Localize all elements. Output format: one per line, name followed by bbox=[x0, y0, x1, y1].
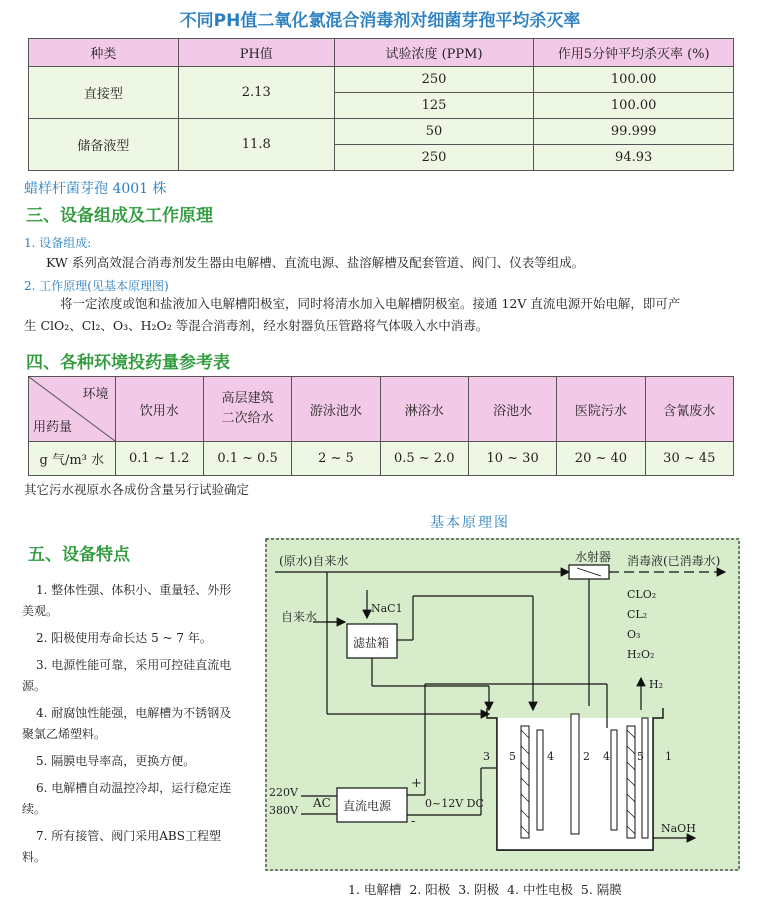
feature-item: 5. 隔膜电导率高，更换方便。 bbox=[36, 754, 196, 768]
conc-cell: 250 bbox=[334, 67, 534, 93]
table1-title: 不同PH值二氧化氯混合消毒剂对细菌芽孢平均杀灭率 bbox=[179, 11, 581, 31]
feature-item: 3. 电源性能可靠，采用可控硅直流电源。 bbox=[22, 658, 232, 693]
feature-item: 4. 耐腐蚀性能强，电解槽为不锈钢及聚氯乙烯塑料。 bbox=[22, 706, 232, 741]
diagram-title: 基本原理图 bbox=[430, 515, 510, 531]
section3-title: 三、设备组成及工作原理 bbox=[26, 206, 213, 226]
tap-water-label: 自来水 bbox=[281, 610, 318, 624]
part-number-label: 3 bbox=[483, 750, 490, 763]
conc-cell: 125 bbox=[334, 93, 534, 119]
column-header: 含氰废水 bbox=[645, 377, 733, 442]
rate-cell: 99.999 bbox=[534, 119, 734, 145]
dosage-cell: 0.5 ~ 2.0 bbox=[380, 442, 468, 476]
section3-text2b: 生 ClO₂、Cl₂、O₃、H₂O₂ 等混合消毒剂，经水射器负压管路将气体吸入水中消毒。 bbox=[24, 318, 489, 333]
gas-label: H₂O₂ bbox=[627, 648, 655, 661]
corner-cell bbox=[29, 377, 116, 442]
table-row bbox=[29, 67, 734, 93]
dosage-cell: 0.1 ~ 0.5 bbox=[203, 442, 291, 476]
table1-note: 蜡样杆菌芽孢 4001 株 bbox=[24, 181, 167, 197]
gas-label: CLO₂ bbox=[627, 588, 657, 601]
ph-cell: 11.8 bbox=[178, 119, 334, 171]
type-cell: 储备液型 bbox=[29, 119, 179, 171]
dosage-cell: 10 ~ 30 bbox=[468, 442, 556, 476]
dosage-table bbox=[28, 376, 734, 476]
kill-rate-table bbox=[28, 38, 734, 171]
ph-cell: 2.13 bbox=[178, 67, 334, 119]
section3-text1: KW 系列高效混合消毒剂发生器由电解槽、直流电源、盐溶解槽及配套管道、阀门、仪表等组成。 bbox=[46, 255, 585, 270]
feature-item: 7. 所有接管、阀门采用ABS工程塑料。 bbox=[22, 829, 221, 864]
section3-sub2: 2. 工作原理(见基本原理图) bbox=[24, 279, 169, 293]
h2-label: H₂ bbox=[649, 678, 664, 691]
output-label: 消毒液(已消毒水) bbox=[627, 554, 721, 568]
type-cell: 直接型 bbox=[29, 67, 179, 119]
section3-text2a: 将一定浓度或饱和盐液加入电解槽阳极室，同时将清水加入电解槽阴极室。接通 12V 直流电源开始电解，即可产 bbox=[60, 296, 681, 311]
feature-list bbox=[22, 580, 242, 868]
header-concentration: 试验浓度 (PPM) bbox=[334, 39, 534, 67]
column-header: 游泳池水 bbox=[292, 377, 380, 442]
section3-sub1: 1. 设备组成: bbox=[24, 236, 92, 250]
feature-item: 1. 整体性强、体积小、重量轻、外形美观。 bbox=[22, 583, 232, 618]
feature-item: 6. 电解槽自动温控冷却，运行稳定连续。 bbox=[22, 781, 232, 816]
part-number-label: 4 bbox=[547, 750, 554, 763]
corner-top-label: 环境 bbox=[82, 387, 109, 402]
gas-label: CL₂ bbox=[627, 608, 648, 621]
source-water-label: (原水)自来水 bbox=[279, 554, 349, 568]
rate-cell: 94.93 bbox=[534, 145, 734, 171]
part-number-label: 5 bbox=[637, 750, 644, 763]
table-row bbox=[29, 442, 734, 476]
table-header-row bbox=[29, 39, 734, 67]
ac-label: AC bbox=[313, 796, 331, 810]
section5-title: 五、设备特点 bbox=[28, 545, 130, 565]
column-header: 浴池水 bbox=[468, 377, 556, 442]
part-number-label: 4 bbox=[603, 750, 610, 763]
table-row bbox=[29, 119, 734, 145]
voltage-380-label: 380V bbox=[269, 804, 298, 817]
nacl-label: NaC1 bbox=[371, 602, 403, 615]
minus-label: - bbox=[411, 814, 416, 829]
row-label: g 气/m³ 水 bbox=[29, 442, 116, 476]
column-header: 饮用水 bbox=[115, 377, 203, 442]
conc-cell: 250 bbox=[334, 145, 534, 171]
diagram-caption: 1. 电解槽 2. 阳极 3. 阴极 4. 中性电极 5. 隔膜 bbox=[348, 882, 622, 897]
schematic-diagram bbox=[265, 538, 740, 871]
part-number-label: 5 bbox=[509, 750, 516, 763]
table-header-row bbox=[29, 377, 734, 442]
corner-bottom-label: 用药量 bbox=[33, 420, 73, 435]
feature-item: 2. 阳极使用寿命长达 5 ~ 7 年。 bbox=[36, 631, 212, 645]
dc-supply-label: 直流电源 bbox=[343, 799, 392, 813]
dosage-cell: 0.1 ~ 1.2 bbox=[115, 442, 203, 476]
salt-box-label: 滤盐箱 bbox=[353, 636, 390, 650]
dosage-cell: 2 ~ 5 bbox=[292, 442, 380, 476]
voltage-220-label: 220V bbox=[269, 786, 298, 799]
section4-title: 四、各种环境投药量参考表 bbox=[26, 353, 230, 373]
gas-label: O₃ bbox=[627, 628, 641, 641]
section4-note: 其它污水视原水各成份含量另行试验确定 bbox=[24, 482, 250, 497]
column-header: 医院污水 bbox=[557, 377, 645, 442]
plus-label: + bbox=[411, 776, 422, 791]
rate-cell: 100.00 bbox=[534, 67, 734, 93]
header-ph: PH值 bbox=[178, 39, 334, 67]
naoh-label: NaOH bbox=[661, 822, 696, 835]
part-number-label: 2 bbox=[583, 750, 590, 763]
header-type: 种类 bbox=[29, 39, 179, 67]
dosage-cell: 30 ~ 45 bbox=[645, 442, 733, 476]
column-header: 淋浴水 bbox=[380, 377, 468, 442]
column-header: 高层建筑 二次给水 bbox=[203, 377, 291, 442]
part-number-label: 1 bbox=[665, 750, 672, 763]
ejector-label: 水射器 bbox=[575, 550, 612, 564]
conc-cell: 50 bbox=[334, 119, 534, 145]
dosage-cell: 20 ~ 40 bbox=[557, 442, 645, 476]
header-kill-rate: 作用5分钟平均杀灭率 (%) bbox=[534, 39, 734, 67]
dc-range-label: 0~12V DC bbox=[425, 797, 484, 810]
rate-cell: 100.00 bbox=[534, 93, 734, 119]
